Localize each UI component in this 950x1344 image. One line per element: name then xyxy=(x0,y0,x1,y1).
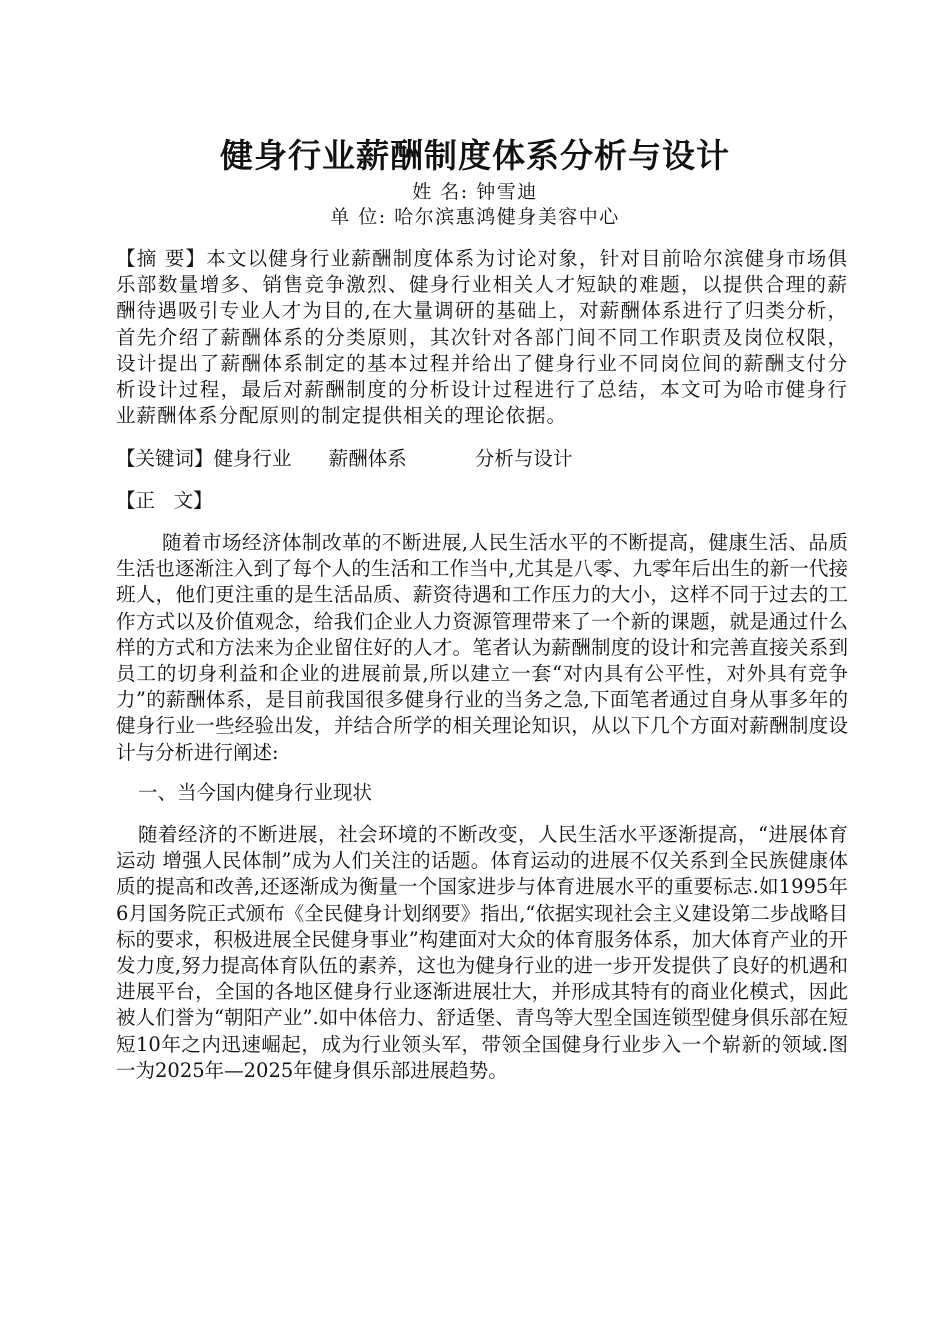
affiliation-line: 单 位: 哈尔滨惠鸿健身美容中心 xyxy=(330,206,620,228)
section-heading-1: 一、当今国内健身行业现状 xyxy=(138,781,373,804)
abstract-paragraph: 【摘 要】本文以健身行业薪酬制度体系为讨论对象，针对目前哈尔滨健身市场俱乐部数量增多、销售竞争激烈、健身行业相关人才短缺的难题，以提供合理的薪酬待遇吸引专业人才为目的,在大量调研的基础上，对薪酬体系进行了归类分析，首先介绍了薪酬体系的分类原则，其次针对各部门间不同工作职责及岗位权限，设计提出了薪酬体系制定的基本过程并给出了健身行业不同岗位间的薪酬支付分析设计过程，最后对薪酬制度的分析设计过程进行了总结，本文可为哈市健身行业薪酬体系分配原则的制定提供相关的理论依据。 xyxy=(116,247,848,428)
document-title: 健身行业薪酬制度体系分析与设计 xyxy=(220,136,730,175)
author-line: 姓 名: 钟雪迪 xyxy=(412,181,538,203)
body-heading: 【正 文】 xyxy=(116,489,213,512)
keywords-line: 【关键词】健身行业 薪酬体系 分析与设计 xyxy=(116,447,573,470)
body-paragraph-2: 随着经济的不断进展，社会环境的不断改变，人民生活水平逐渐提高，“进展体育运动 增强人民体制”成为人们关注的话题。体育运动的进展不仅关系到全民族健康体质的提高和改善,还逐渐成为衡量一个国家进步与体育进展水平的重要标志.如1995年6月国务院正式颁布《全民健身计划纲要》指出,“依据实现社会主义建设第二步战略目标的要求，积极进展全民健身事业”构建面对大众的体育服务体系，加大体育产业的开发力度,努力提高体育队伍的素养，这也为健身行业的进一步开发提供了良好的机遇和进展平台，全国的各地区健身行业逐渐进展壮大，并形成其特有的商业化模式，因此被人们誉为“朝阳产业”.如中体倍力、舒适堡、青鸟等大型全国连锁型健身俱乐部在短短10年之内迅速崛起，成为行业领头军，带领全国健身行业步入一个崭新的领域.图一为2025年—2025年健身俱乐部进展趋势。 xyxy=(116,823,848,1082)
body-paragraph-1: 随着市场经济体制改革的不断进展,人民生活水平的不断提高，健康生活、品质生活也逐渐注入到了每个人的生活和工作当中,尤其是八零、九零年后出生的新一代接班人，他们更注重的是生活品质、薪资待遇和工作压力的大小，这样不同于过去的工作方式以及价值观念，给我们企业人力资源管理带来了一个新的课题，就是通过什么样的方式和方法来为企业留住好的人才。笔者认为薪酬制度的设计和完善直接关系到员工的切身利益和企业的进展前景,所以建立一套“对内具有公平性，对外具有竞争力”的薪酬体系，是目前我国很多健身行业的当务之急,下面笔者通过自身从事多年的健身行业一些经验出发，并结合所学的相关理论知识，从以下几个方面对薪酬制度设计与分析进行阐述: xyxy=(116,531,848,764)
